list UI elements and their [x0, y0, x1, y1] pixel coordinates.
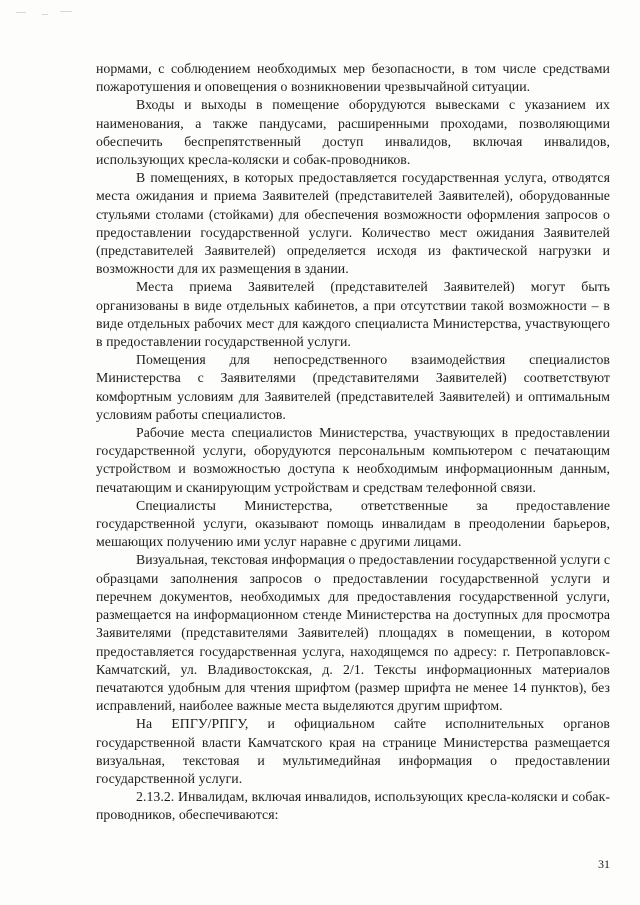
paragraph-4: Места приема Заявителей (представителей Заявителей) могут быть организованы в виде отдельных кабинетов, а при отсутствии такой возможности – в виде отдельных рабочих мест для каждого специалиста Министерства, участвующего в предоставлении государственной услуги. [96, 279, 610, 350]
paragraph-1: нормами, с соблюдением необходимых мер безопасности, в том числе средствами пожаротушения и оповещения о возникновении чрезвычайной ситуации. [96, 61, 610, 95]
paragraph-10: 2.13.2. Инвалидам, включая инвалидов, использующих кресла-коляски и собак-проводников, обеспечиваются: [96, 789, 610, 823]
paragraph-8: Визуальная, текстовая информация о предоставлении государственной услуги с образцами заполнения запросов о предоставлении государственной услуги и перечнем документов, необходимых для предоставления государственной услуги, размещается на информационном стенде Министерства на доступных для просмотра Заявителями (представителями Заявителей) площадях в помещении, в котором предоставляется государственная услуга, находящемся по адресу: г. Петропавловск-Камчатский, ул. Владивостокская, д. 2/1. Тексты информационных материалов печатаются удобным для чтения шрифтом (размер шрифта не менее 14 пунктов), без исправлений, наиболее важные места выделяются другим шрифтом. [96, 552, 611, 714]
document-body [96, 60, 610, 825]
scan-artifact [16, 8, 76, 20]
paragraph-6: Рабочие места специалистов Министерства, участвующих в предоставлении государственной услуги, оборудуются персональным компьютером с печатающим устройством и возможностью доступа к необходимым информационным данным, печатающим и сканирующим устройствам и средствам телефонной связи. [96, 425, 610, 495]
paragraph-7: Специалисты Министерства, ответственные за предоставление государственной услуги, оказывают помощь инвалидам в преодолении барьеров, мешающих получению ими услуг наравне с другими лицами. [96, 497, 610, 550]
paragraph-3: В помещениях, в которых предоставляется государственная услуга, отводятся места ожидания и приема Заявителей (представителей Заявителей), оборудованные стульями столами (стойками) для обеспечения возможности оформления запросов о предоставлении государственной услуги. Количество мест ожидания Заявителей (представителей Заявителей) определяется исходя из фактической нагрузки и возможности для их размещения в здании. [96, 170, 610, 277]
paragraph-5: Помещения для непосредственного взаимодействия специалистов Министерства с Заявителями (представителями Заявителей) соответствуют комфортным условиям для Заявителей (представителей Заявителей) и оптимальным условиям работы специалистов. [96, 352, 610, 422]
paragraph-2: Входы и выходы в помещение оборудуются вывесками с указанием их наименования, а также пандусами, расширенными проходами, позволяющими обеспечить беспрепятственный доступ инвалидов, включая инвалидов, использующих кресла-коляски и собак-проводников. [96, 97, 610, 168]
page-number: 31 [598, 857, 610, 871]
paragraph-9: На ЕПГУ/РПГУ, и официальном сайте исполнительных органов государственной власти Камчатского края на странице Министерства размещается визуальная, текстовая и мультимедийная информация о предоставлении государственной услуги. [96, 716, 610, 786]
